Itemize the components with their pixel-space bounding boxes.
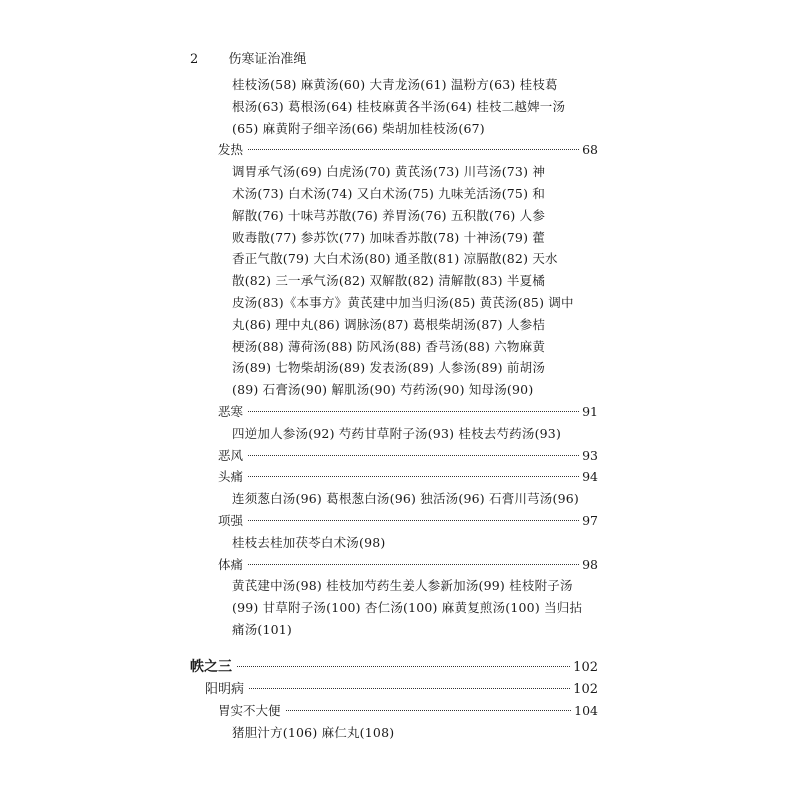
dot-leader — [248, 455, 579, 456]
formula-line: 桂枝去桂加茯苓白术汤(98) — [232, 534, 386, 550]
toc-entry-toutong[interactable] — [218, 466, 598, 488]
formula-list-2 — [232, 161, 600, 401]
formula-line: 皮汤(83)《本事方》黄芪建中加当归汤(85) 黄芪汤(85) 调中 — [232, 294, 574, 310]
page-header — [190, 48, 306, 67]
toc-entry-page: 104 — [574, 703, 598, 719]
dot-leader — [248, 520, 579, 521]
formula-line: 汤(89) 七物柴胡汤(89) 发表汤(89) 人参汤(89) 前胡汤 — [232, 360, 546, 376]
formula-list-5 — [232, 532, 600, 554]
toc-entry-xiangqiang[interactable] — [218, 510, 598, 532]
section-gap — [0, 641, 800, 657]
dot-leader — [248, 149, 579, 150]
formula-line: 连须葱白汤(96) 葛根葱白汤(96) 独活汤(96) 石膏川芎汤(96) — [232, 491, 579, 507]
formula-list-4 — [232, 488, 600, 510]
toc-entry-zhisan[interactable] — [190, 657, 598, 679]
toc-entry-label: 发热 — [218, 142, 244, 158]
toc-entry-titong[interactable] — [218, 554, 598, 576]
toc-entry-label: 恶寒 — [218, 403, 244, 419]
formula-list-6 — [232, 575, 600, 640]
toc-entry-label: 阳明病 — [205, 681, 245, 697]
toc-entry-wuhan[interactable] — [218, 401, 598, 423]
formula-line: (89) 石膏汤(90) 解肌汤(90) 芍药汤(90) 知母汤(90) — [232, 382, 534, 398]
toc-entry-fare[interactable] — [218, 139, 598, 161]
formula-line: 术汤(73) 白术汤(74) 又白术汤(75) 九味羌活汤(75) 和 — [232, 185, 546, 201]
dot-leader — [248, 476, 579, 477]
dot-leader — [248, 411, 579, 412]
dot-leader — [249, 688, 570, 689]
toc-entry-label: 项强 — [218, 512, 244, 528]
formula-line: 散(82) 三一承气汤(82) 双解散(82) 清解散(83) 半夏橘 — [232, 273, 546, 289]
toc-entry-page: 68 — [582, 142, 598, 158]
formula-line: 根汤(63) 葛根汤(64) 桂枝麻黄各半汤(64) 桂枝二越婢一汤 — [232, 98, 566, 114]
toc-entry-page: 98 — [582, 556, 598, 572]
toc-entry-yangming[interactable] — [205, 679, 598, 701]
toc-entry-label: 帙之三 — [190, 658, 232, 675]
page-number: 2 — [190, 52, 199, 67]
formula-line: 解散(76) 十味芎苏散(76) 养胃汤(76) 五积散(76) 人参 — [232, 207, 546, 223]
formula-line: 痛汤(101) — [232, 621, 293, 637]
book-title: 伤寒证治准绳 — [228, 52, 307, 67]
toc-content — [0, 74, 800, 744]
toc-entry-page: 91 — [582, 403, 598, 419]
formula-line: (99) 甘草附子汤(100) 杏仁汤(100) 麻黄复煎汤(100) 当归拈 — [232, 600, 583, 616]
toc-entry-page: 102 — [573, 659, 598, 675]
toc-entry-label: 胃实不大便 — [218, 703, 281, 719]
formula-line: 桂枝汤(58) 麻黄汤(60) 大青龙汤(61) 温粉方(63) 桂枝葛 — [232, 77, 558, 92]
formula-line: 香正气散(79) 大白术汤(80) 通圣散(81) 凉膈散(82) 天水 — [232, 251, 558, 267]
toc-entry-page: 102 — [573, 681, 598, 697]
formula-line: (65) 麻黄附子细辛汤(66) 柴胡加桂枝汤(67) — [232, 120, 485, 136]
toc-entry-page: 94 — [582, 469, 598, 485]
toc-entry-wufeng[interactable] — [218, 445, 598, 467]
formula-line: 猪胆汁方(106) 麻仁丸(108) — [232, 725, 395, 741]
formula-line: 梗汤(88) 薄荷汤(88) 防风汤(88) 香芎汤(88) 六物麻黄 — [232, 338, 546, 354]
formula-line: 调胃承气汤(69) 白虎汤(70) 黄芪汤(73) 川芎汤(73) 神 — [232, 164, 546, 180]
formula-line: 黄芪建中汤(98) 桂枝加芍药生姜人参新加汤(99) 桂枝附子汤 — [232, 578, 573, 594]
dot-leader — [248, 564, 579, 565]
dot-leader — [286, 710, 572, 711]
toc-entry-page: 93 — [582, 447, 598, 463]
formula-line: 败毒散(77) 参苏饮(77) 加味香苏散(78) 十神汤(79) 藿 — [232, 229, 546, 245]
formula-list-3 — [232, 423, 600, 445]
formula-line: 四逆加人参汤(92) 芍药甘草附子汤(93) 桂枝去芍药汤(93) — [232, 425, 562, 441]
dot-leader — [237, 666, 570, 667]
formula-list-1 — [232, 74, 600, 139]
toc-entry-weishi[interactable] — [218, 700, 598, 722]
formula-line: 丸(86) 理中丸(86) 调脉汤(87) 葛根柴胡汤(87) 人参桔 — [232, 316, 546, 332]
toc-entry-label: 头痛 — [218, 469, 244, 485]
formula-list-7 — [232, 722, 600, 744]
toc-entry-label: 恶风 — [218, 447, 244, 463]
toc-entry-page: 97 — [582, 512, 598, 528]
toc-entry-label: 体痛 — [218, 556, 244, 572]
